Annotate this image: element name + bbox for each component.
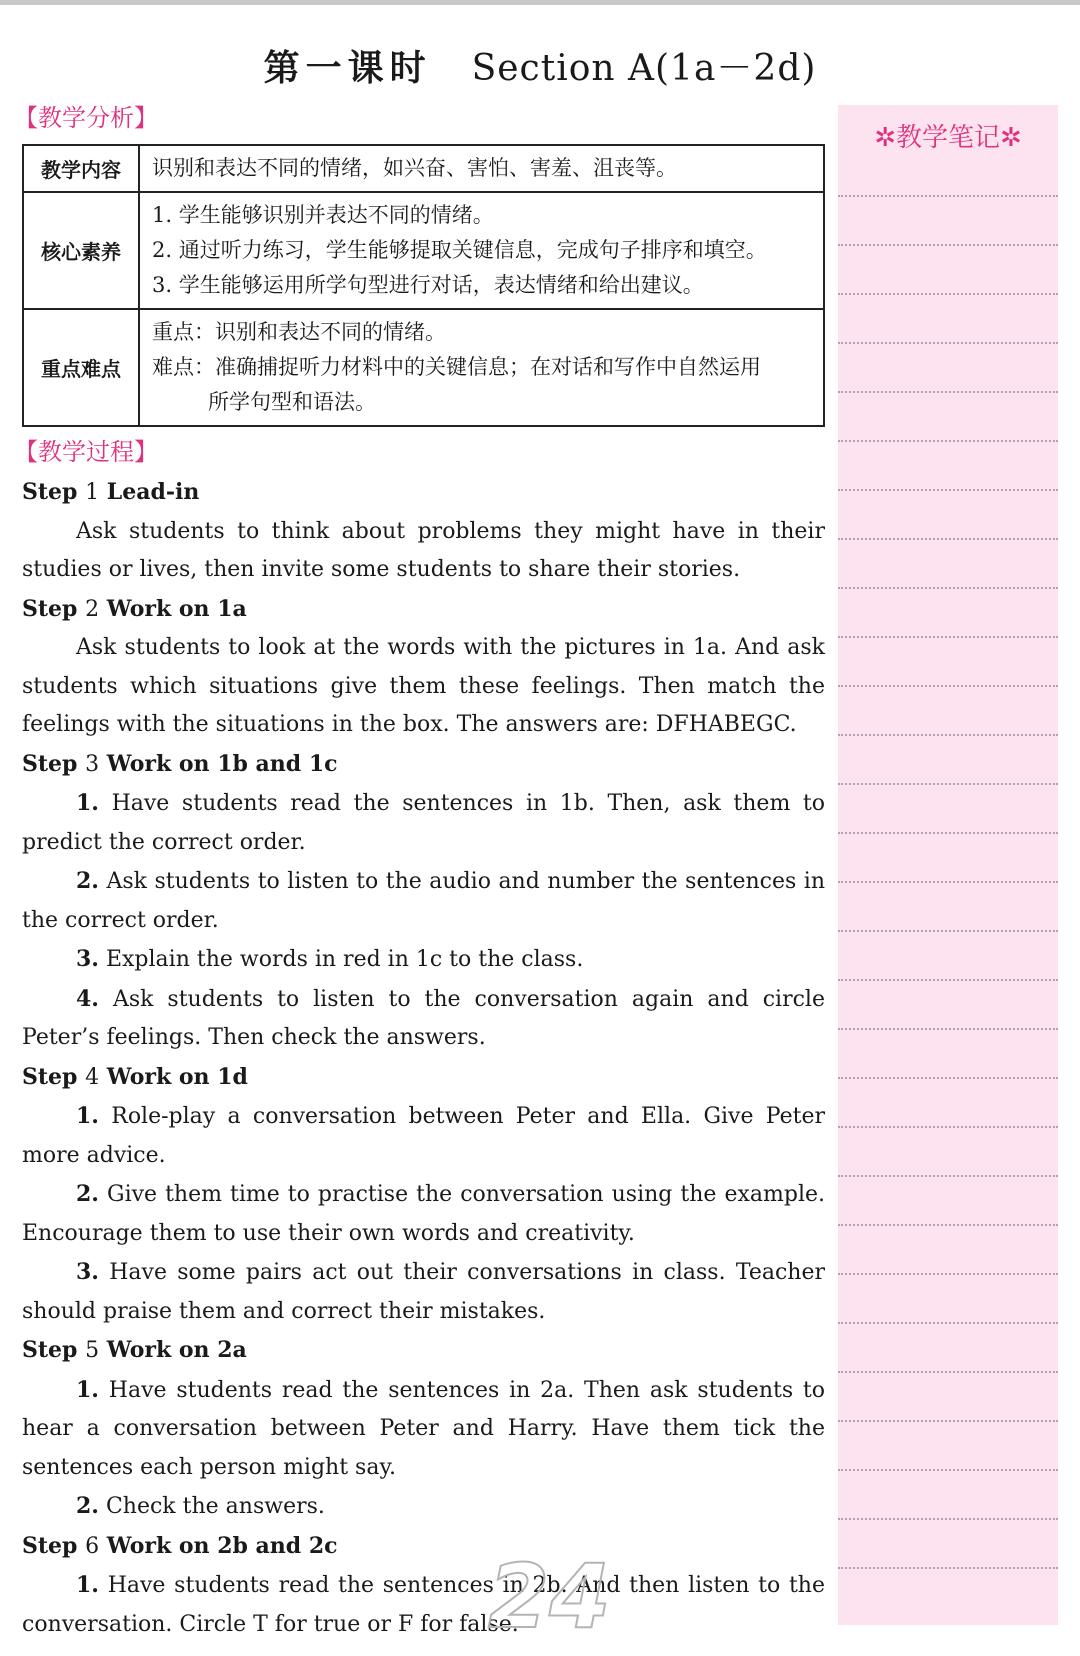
item-number: 1. bbox=[76, 790, 99, 816]
step-title: Work on 1b and 1c bbox=[106, 750, 338, 777]
notes-rule-line bbox=[838, 1371, 1058, 1373]
notes-rule-line bbox=[838, 1469, 1058, 1471]
paragraph-text: Explain the words in red in 1c to the class. bbox=[105, 947, 584, 972]
notes-rule-line bbox=[838, 587, 1058, 589]
row-line: 1. 学生能够识别并表达不同的情绪。 bbox=[152, 203, 494, 227]
step-heading bbox=[22, 473, 825, 513]
paragraph-text: Have students read the sentences in 2b. And then listen to the conversation. Circle T for true or F for false. bbox=[22, 1573, 825, 1637]
item-number: 1. bbox=[76, 1103, 99, 1129]
notes-rule-line bbox=[838, 244, 1058, 246]
step-paragraph bbox=[22, 784, 825, 862]
row-line: 所学句型和语法。 bbox=[208, 390, 376, 414]
notes-rule-line bbox=[838, 1322, 1058, 1324]
notes-rule-line bbox=[838, 1273, 1058, 1275]
step-paragraph bbox=[22, 1097, 825, 1175]
table-row bbox=[23, 145, 824, 192]
step-number: 5 bbox=[85, 1338, 100, 1363]
item-number: 1. bbox=[76, 1572, 99, 1598]
notes-rule-line bbox=[838, 489, 1058, 491]
notes-rule-line bbox=[838, 1028, 1058, 1030]
step-heading bbox=[22, 590, 825, 630]
item-number: 2. bbox=[76, 1493, 99, 1519]
step-paragraph bbox=[22, 1253, 825, 1331]
notes-rule-line bbox=[838, 440, 1058, 442]
paragraph-text: Role-play a conversation between Peter and Ella. Give Peter more advice. bbox=[22, 1104, 825, 1168]
step-heading bbox=[22, 1331, 825, 1371]
title-lesson: 第一课时 bbox=[263, 47, 432, 89]
paragraph-text: Give them time to practise the conversation using the example. Encourage them to use their own words and creativity. bbox=[22, 1182, 825, 1246]
step-paragraph bbox=[22, 940, 825, 980]
step-paragraph bbox=[22, 862, 825, 940]
notes-rule-line bbox=[838, 685, 1058, 687]
notes-rule-line bbox=[838, 1077, 1058, 1079]
notes-rule-line bbox=[838, 636, 1058, 638]
step-word: Step bbox=[22, 595, 78, 622]
row-label: 重点难点 bbox=[23, 309, 139, 426]
notes-rule-line bbox=[838, 1126, 1058, 1128]
step-word: Step bbox=[22, 1337, 78, 1363]
item-number: 3. bbox=[76, 1259, 99, 1285]
step-paragraph bbox=[22, 1566, 825, 1644]
item-number: 4. bbox=[76, 985, 99, 1012]
notes-rule-line bbox=[838, 342, 1058, 344]
step-number: 2 bbox=[85, 596, 100, 622]
notes-rule-line bbox=[838, 195, 1058, 197]
analysis-heading: 【教学分析】 bbox=[14, 104, 158, 132]
step-paragraph bbox=[22, 980, 825, 1058]
process-heading: 【教学过程】 bbox=[14, 438, 158, 466]
row-label: 核心素养 bbox=[23, 192, 139, 309]
row-content bbox=[139, 309, 824, 426]
top-border bbox=[0, 0, 1080, 5]
paragraph-text: Have some pairs act out their conversations in class. Teacher should praise them and correct their mistakes. bbox=[22, 1260, 825, 1324]
step-number: 4 bbox=[85, 1064, 100, 1090]
step-heading bbox=[22, 1527, 825, 1567]
item-number: 1. bbox=[76, 1376, 99, 1403]
table-row bbox=[23, 192, 824, 309]
notes-title: ✲教学笔记✲ bbox=[874, 123, 1022, 153]
notes-rule-line bbox=[838, 1518, 1058, 1520]
row-line: 重点：识别和表达不同的情绪。 bbox=[152, 320, 446, 344]
paragraph-text: Check the answers. bbox=[105, 1494, 325, 1519]
notes-rule-line bbox=[838, 293, 1058, 295]
page-title bbox=[0, 40, 1080, 91]
row-line: 难点：准确捕捉听力材料中的关键信息；在对话和写作中自然运用 bbox=[152, 355, 761, 379]
step-word: Step bbox=[22, 1532, 78, 1559]
paragraph-text: Ask students to listen to the conversation again and circle Peter’s feelings. Then check the answers. bbox=[22, 986, 825, 1050]
step-title: Work on 1a bbox=[106, 595, 247, 622]
notes-rule-line bbox=[838, 930, 1058, 932]
paragraph-text: Have students read the sentences in 2a. Then ask students to hear a conversation between Peter and Harry. Have them tick the sentences each person might say. bbox=[22, 1377, 826, 1480]
row-content bbox=[139, 145, 824, 192]
step-title: Lead-in bbox=[106, 479, 200, 505]
step-word: Step bbox=[22, 479, 78, 505]
row-line: 识别和表达不同的情绪，如兴奋、害怕、害羞、沮丧等。 bbox=[152, 156, 677, 180]
row-line: 2. 通过听力练习，学生能够提取关键信息，完成句子排序和填空。 bbox=[152, 238, 767, 262]
row-label: 教学内容 bbox=[23, 145, 139, 192]
analysis-table bbox=[22, 144, 825, 427]
step-heading bbox=[22, 745, 825, 785]
paragraph-text: Ask students to look at the words with the pictures in 1a. And ask students which situations give them these feelings. Then match the feelings with the situations in the box. The answers are: DFHABEGC. bbox=[22, 635, 825, 737]
step-paragraph bbox=[22, 1487, 825, 1527]
teaching-notes-panel bbox=[838, 105, 1058, 1625]
step-word: Step bbox=[22, 750, 78, 777]
notes-rule-line bbox=[838, 1224, 1058, 1226]
item-number: 2. bbox=[76, 868, 99, 894]
page-number: 24 bbox=[488, 1545, 611, 1648]
step-paragraph bbox=[22, 513, 825, 590]
table-row bbox=[23, 309, 824, 426]
step-word: Step bbox=[22, 1063, 78, 1090]
notes-rule-line bbox=[838, 391, 1058, 393]
item-number: 3. bbox=[76, 946, 99, 972]
notes-rule-line bbox=[838, 1567, 1058, 1569]
item-number: 2. bbox=[76, 1181, 99, 1207]
title-section: Section A(1a－2d) bbox=[471, 48, 817, 89]
step-paragraph bbox=[22, 1175, 825, 1253]
step-title: Work on 1d bbox=[106, 1063, 248, 1090]
process-body bbox=[22, 473, 825, 1644]
step-paragraph bbox=[22, 1371, 825, 1488]
notes-rule-line bbox=[838, 734, 1058, 736]
step-paragraph bbox=[22, 629, 825, 745]
row-content bbox=[139, 192, 824, 309]
notes-rule-line bbox=[838, 538, 1058, 540]
paragraph-text: Ask students to listen to the audio and number the sentences in the correct order. bbox=[22, 869, 826, 933]
step-title: Work on 2b and 2c bbox=[106, 1532, 338, 1559]
step-number: 6 bbox=[85, 1533, 100, 1559]
step-title: Work on 2a bbox=[106, 1337, 247, 1363]
notes-rule-line bbox=[838, 1420, 1058, 1422]
paragraph-text: Have students read the sentences in 1b. Then, ask them to predict the correct order. bbox=[22, 791, 825, 855]
step-heading bbox=[22, 1058, 825, 1098]
row-line: 3. 学生能够运用所学句型进行对话，表达情绪和给出建议。 bbox=[152, 273, 704, 297]
notes-rule-line bbox=[838, 832, 1058, 834]
step-number: 1 bbox=[85, 480, 100, 505]
notes-rule-line bbox=[838, 783, 1058, 785]
notes-rule-line bbox=[838, 979, 1058, 981]
notes-rule-line bbox=[838, 1175, 1058, 1177]
step-number: 3 bbox=[85, 751, 100, 777]
notes-rule-line bbox=[838, 881, 1058, 883]
paragraph-text: Ask students to think about problems they might have in their studies or lives, then invite some students to share their stories. bbox=[22, 518, 825, 582]
